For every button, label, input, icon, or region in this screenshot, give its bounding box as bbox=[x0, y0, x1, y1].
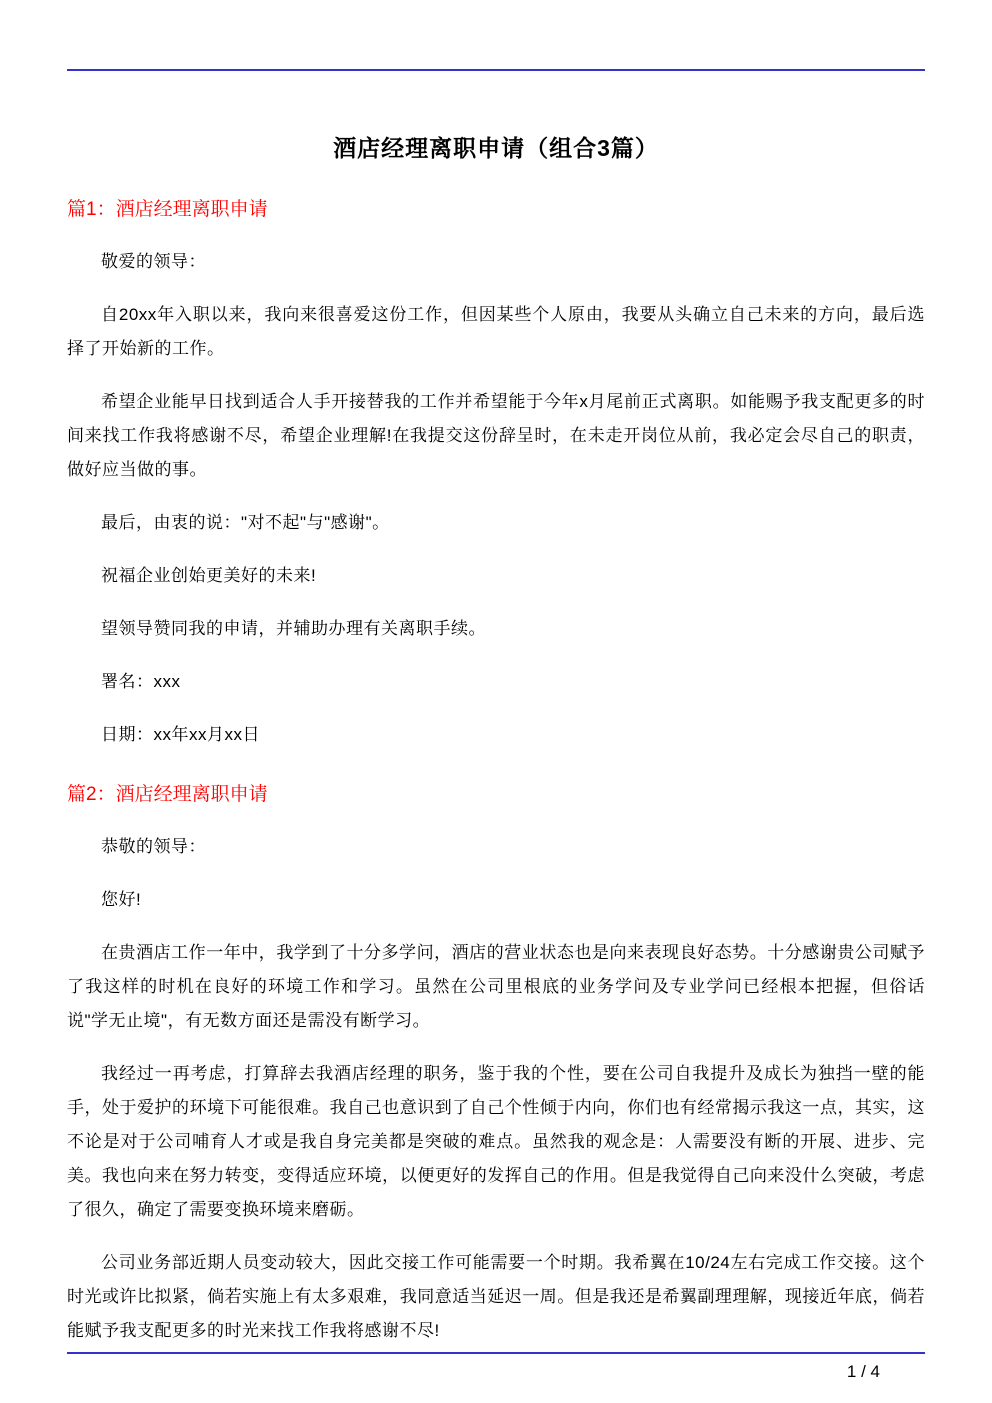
section-heading: 篇1：酒店经理离职申请 bbox=[67, 199, 268, 220]
paragraph: 敬爱的领导： bbox=[101, 252, 206, 271]
document-body bbox=[67, 197, 925, 1348]
paragraph: 祝福企业创始更美好的未来! bbox=[101, 566, 317, 585]
footer-divider bbox=[67, 1352, 925, 1354]
section-heading: 篇2：酒店经理离职申请 bbox=[67, 784, 268, 805]
paragraph: 您好! bbox=[101, 890, 142, 909]
paragraph: 我经过一再考虑，打算辞去我酒店经理的职务，鉴于我的个性，要在公司自我提升及成长为独挡一壁的能手，处于爱护的环境下可能很难。我自己也意识到了自己个性倾于内向，你们也有经常揭示我这一点，其实，这不论是对于公司哺育人才或是我自身完美都是突破的难点。虽然我的观念是：人需要没有断的开展、进步、完美。我也向来在努力转变，变得适应环境，以便更好的发挥自己的作用。但是我觉得自己向来没什么突破，考虑了很久，确定了需要变换环境来磨砺。 bbox=[67, 1064, 925, 1219]
paragraph: 恭敬的领导： bbox=[101, 837, 206, 856]
paragraph: 最后，由衷的说："对不起"与"感谢"。 bbox=[101, 513, 390, 532]
paragraph: 日期：xx年xx月xx日 bbox=[101, 725, 260, 744]
paragraph: 署名：xxx bbox=[101, 672, 181, 691]
paragraph: 希望企业能早日找到适合人手开接替我的工作并希望能于今年x月尾前正式离职。如能赐予我支配更多的时间来找工作我将感谢不尽，希望企业理解!在我提交这份辞呈时，在未走开岗位从前，我必定会尽自己的职责，做好应当做的事。 bbox=[67, 392, 925, 479]
paragraph: 望领导赞同我的申请，并辅助办理有关离职手续。 bbox=[101, 619, 486, 638]
paragraph: 自20xx年入职以来，我向来很喜爱这份工作，但因某些个人原由，我要从头确立自己未来的方向，最后选择了开始新的工作。 bbox=[67, 305, 925, 358]
document-title: 酒店经理离职申请（组合3篇） bbox=[333, 135, 659, 161]
page-number: 1 / 4 bbox=[846, 1362, 880, 1381]
top-divider bbox=[67, 69, 925, 71]
paragraph: 公司业务部近期人员变动较大，因此交接工作可能需要一个时期。我希翼在10/24左右完成工作交接。这个时光或许比拟紧，倘若实施上有太多艰难，我同意适当延迟一周。但是我还是希翼副理理解，现接近年底，倘若能赋予我支配更多的时光来找工作我将感谢不尽! bbox=[67, 1253, 925, 1340]
paragraph: 在贵酒店工作一年中，我学到了十分多学问，酒店的营业状态也是向来表现良好态势。十分感谢贵公司赋予了我这样的时机在良好的环境工作和学习。虽然在公司里根底的业务学问及专业学问已经根本把握，但俗话说"学无止境"，有无数方面还是需没有断学习。 bbox=[67, 943, 925, 1030]
